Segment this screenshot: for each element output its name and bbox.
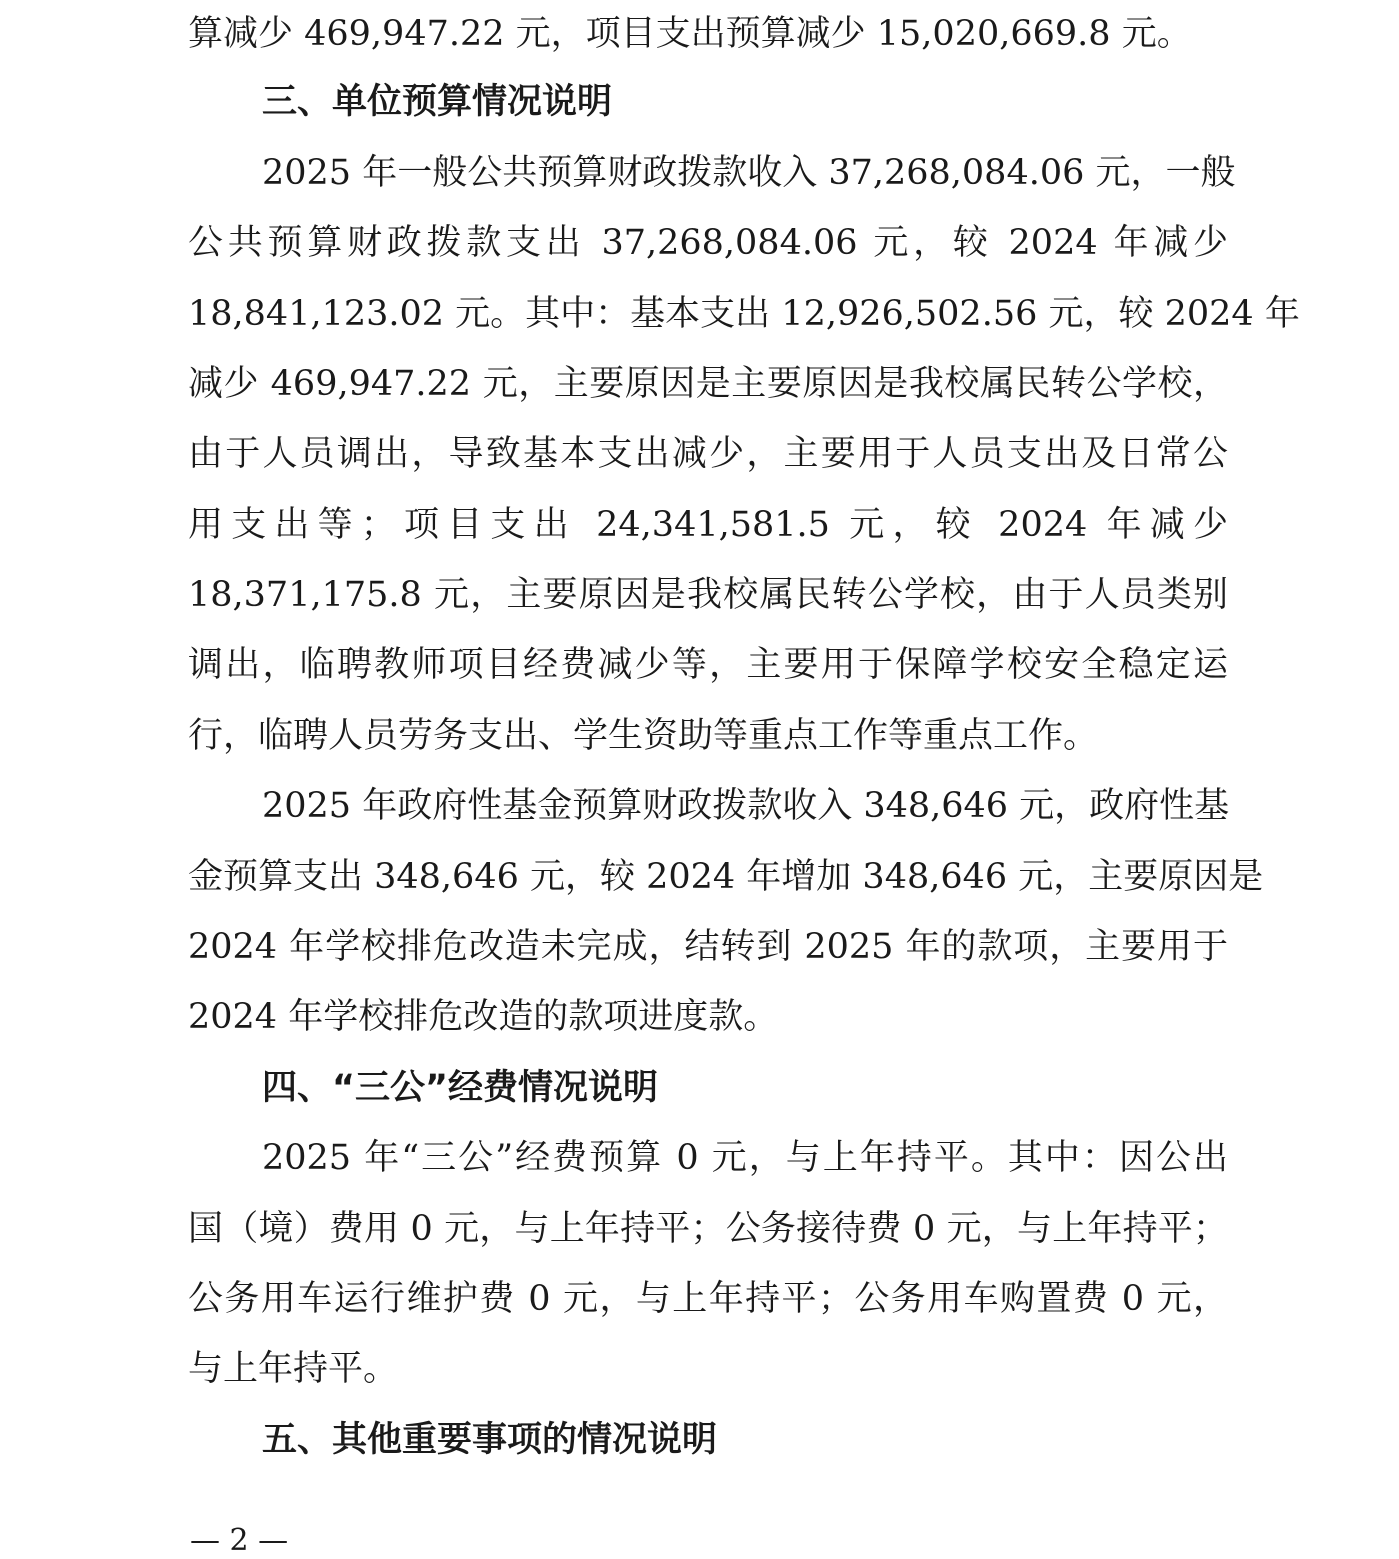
page-number: — 2 —: [190, 1523, 289, 1558]
paragraph-line: 调出，临聘教师项目经费减少等，主要用于保障学校安全稳定运: [188, 645, 1228, 685]
paragraph-line: 2024 年学校排危改造未完成，结转到 2025 年的款项，主要用于: [188, 927, 1228, 967]
paragraph-line: 2025 年一般公共预算财政拨款收入 37,268,084.06 元，一般: [262, 153, 1236, 193]
paragraph-line: 行，临聘人员劳务支出、学生资助等重点工作等重点工作。: [188, 716, 1099, 756]
section-heading-other-matters: 五、其他重要事项的情况说明: [262, 1420, 718, 1460]
paragraph-line: 用支出等；项目支出 24,341,581.5 元，较 2024 年减少: [188, 505, 1228, 545]
paragraph-line: 公共预算财政拨款支出 37,268,084.06 元，较 2024 年减少: [188, 223, 1228, 263]
paragraph-line: 算减少 469,947.22 元，项目支出预算减少 15,020,669.8 元。: [188, 14, 1192, 54]
paragraph-line: 与上年持平。: [188, 1349, 399, 1389]
paragraph-line: 2025 年政府性基金预算财政拨款收入 348,646 元，政府性基: [262, 786, 1230, 826]
paragraph-line: 国（境）费用 0 元，与上年持平；公务接待费 0 元，与上年持平；: [188, 1209, 1228, 1249]
paragraph-line: 由于人员调出，导致基本支出减少，主要用于人员支出及日常公: [188, 434, 1228, 474]
paragraph-line: 18,371,175.8 元，主要原因是我校属民转公学校，由于人员类别: [188, 575, 1228, 615]
paragraph-line: 2024 年学校排危改造的款项进度款。: [188, 997, 779, 1037]
paragraph-line: 金预算支出 348,646 元，较 2024 年增加 348,646 元，主要原因是: [188, 857, 1264, 897]
paragraph-line: 18,841,123.02 元。其中：基本支出 12,926,502.56 元，较 2024 年: [188, 294, 1300, 334]
section-heading-unit-budget: 三、单位预算情况说明: [262, 82, 613, 122]
paragraph-line: 减少 469,947.22 元，主要原因是主要原因是我校属民转公学校，: [188, 364, 1228, 404]
section-heading-three-public-expenses: 四、“三公”经费情况说明: [262, 1068, 659, 1108]
paragraph-line: 2025 年“三公”经费预算 0 元，与上年持平。其中：因公出: [262, 1138, 1228, 1178]
paragraph-line: 公务用车运行维护费 0 元，与上年持平；公务用车购置费 0 元，: [188, 1279, 1228, 1319]
